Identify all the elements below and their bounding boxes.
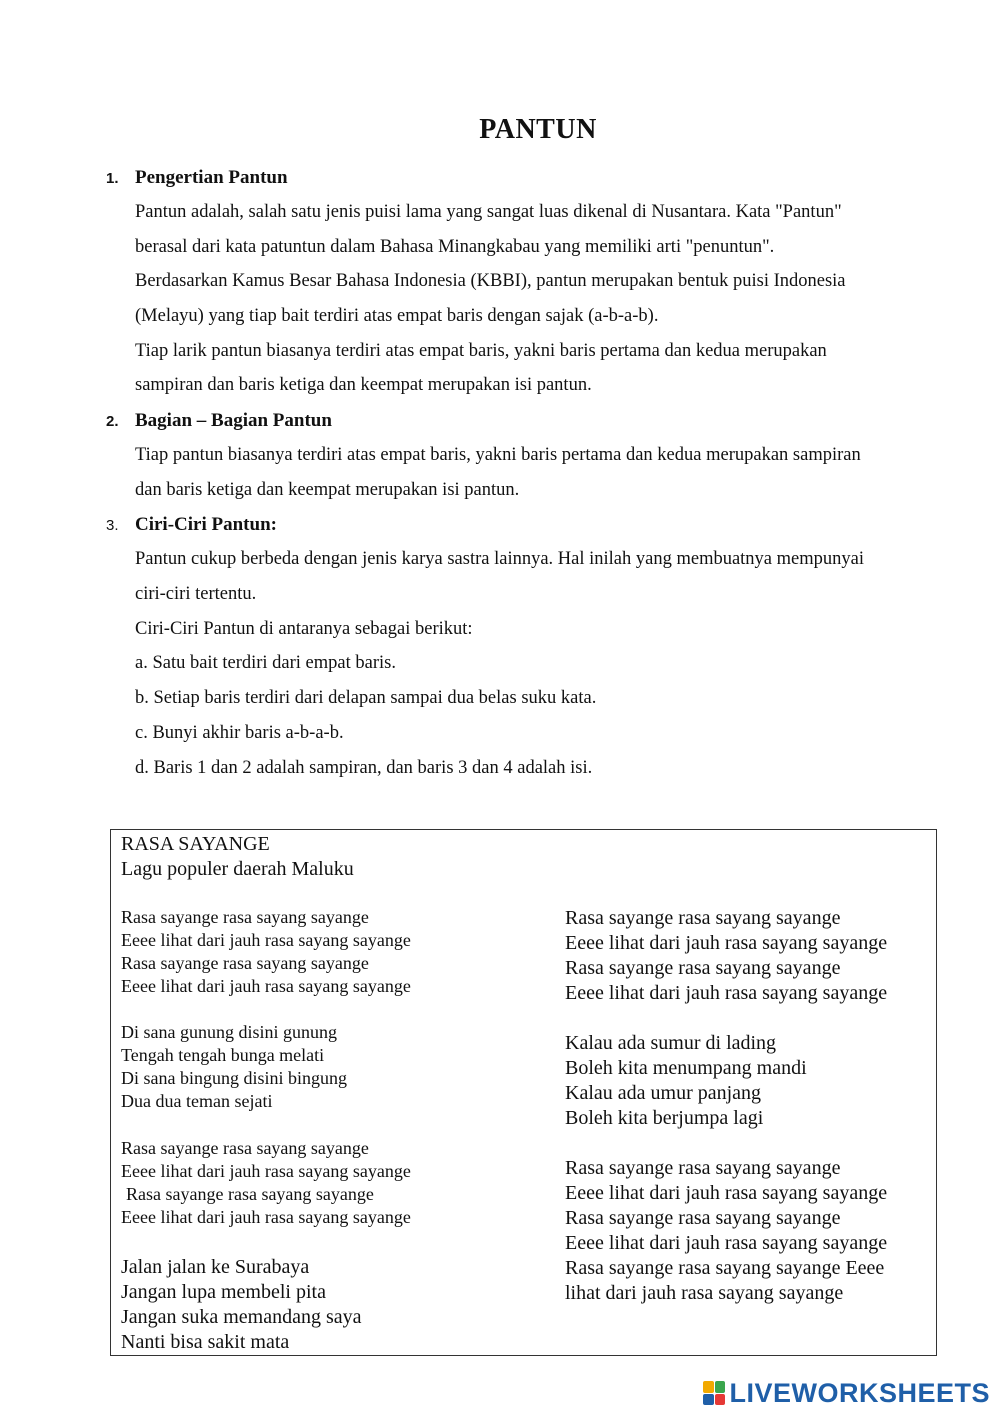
lyric-line-right: Rasa sayange rasa sayang sayange — [565, 907, 841, 929]
lyric-line-left: Nanti bisa sakit mata — [121, 1331, 290, 1353]
lyric-line-left: Eeee lihat dari jauh rasa sayang sayange — [121, 976, 411, 996]
section-2-heading — [106, 410, 332, 432]
lyric-line-left: Dua dua teman sejati — [121, 1091, 273, 1111]
lyric-line-right: Eeee lihat dari jauh rasa sayang sayange — [565, 932, 888, 954]
section-3-number: 3. — [106, 517, 119, 534]
page-title: PANTUN — [479, 114, 597, 145]
watermark-text: LIVEWORKSHEETS — [729, 1377, 990, 1408]
lyric-line-left: Eeee lihat dari jauh rasa sayang sayange — [121, 1207, 411, 1227]
section-3-list-item: c. Bunyi akhir baris a-b-a-b. — [135, 723, 344, 743]
section-2-line: Tiap pantun biasanya terdiri atas empat baris, yakni baris pertama dan kedua merupakan sampiran — [135, 445, 861, 465]
lyric-line-left: Jangan suka memandang saya — [121, 1306, 362, 1328]
lyric-line-left: Di sana gunung disini gunung — [121, 1022, 337, 1042]
section-3-heading — [106, 514, 277, 536]
liveworksheets-watermark — [703, 1378, 990, 1408]
section-3-title: Ciri-Ciri Pantun: — [135, 514, 277, 535]
logo-square — [703, 1381, 714, 1393]
logo-square — [703, 1394, 714, 1406]
section-3-line: Pantun cukup berbeda dengan jenis karya sastra lainnya. Hal inilah yang membuatnya mempunyai — [135, 549, 864, 569]
section-1-heading — [106, 167, 288, 189]
section-1-line: berasal dari kata patuntun dalam Bahasa Minangkabau yang memiliki arti "penuntun". — [135, 237, 775, 257]
lyric-line-left: Rasa sayange rasa sayang sayange — [121, 1138, 369, 1158]
section-1-line: (Melayu) yang tiap bait terdiri atas empat baris dengan sajak (a-b-a-b). — [135, 306, 659, 326]
lyric-line-right: Rasa sayange rasa sayang sayange — [565, 957, 841, 979]
logo-square — [715, 1394, 726, 1406]
lyric-line-right: Boleh kita menumpang mandi — [565, 1057, 807, 1079]
lyric-line-left: Tengah tengah bunga melati — [121, 1045, 325, 1065]
logo-square — [715, 1381, 726, 1393]
section-1-line: Pantun adalah, salah satu jenis puisi lama yang sangat luas dikenal di Nusantara. Kata "Pantun" — [135, 202, 842, 222]
lyric-line-left: Rasa sayange rasa sayang sayange — [121, 953, 369, 973]
lyric-line-right: Rasa sayange rasa sayang sayange Eeee — [565, 1257, 885, 1279]
lyric-line-right: Eeee lihat dari jauh rasa sayang sayange — [565, 1232, 888, 1254]
lyric-line-right: Kalau ada umur panjang — [565, 1082, 762, 1104]
lyric-line-right: Kalau ada sumur di lading — [565, 1032, 777, 1054]
section-2-title: Bagian – Bagian Pantun — [135, 410, 332, 431]
section-3-line: ciri-ciri tertentu. — [135, 584, 257, 604]
lyric-line-left: Eeee lihat dari jauh rasa sayang sayange — [121, 1161, 411, 1181]
song-title: RASA SAYANGE — [121, 833, 270, 855]
lyric-line-right: lihat dari jauh rasa sayang sayange — [565, 1282, 844, 1304]
lyric-line-left: Eeee lihat dari jauh rasa sayang sayange — [121, 930, 411, 950]
section-2-number: 2. — [106, 413, 119, 430]
section-3-list-item: b. Setiap baris terdiri dari delapan sampai dua belas suku kata. — [135, 688, 597, 708]
section-1-title: Pengertian Pantun — [135, 167, 288, 188]
liveworksheets-logo-icon — [703, 1381, 725, 1405]
lyric-line-left: Rasa sayange rasa sayang sayange — [121, 907, 369, 927]
section-1-line: Tiap larik pantun biasanya terdiri atas empat baris, yakni baris pertama dan kedua merupakan — [135, 341, 827, 361]
section-2-line: dan baris ketiga dan keempat merupakan isi pantun. — [135, 480, 520, 500]
section-1-line: Berdasarkan Kamus Besar Bahasa Indonesia (KBBI), pantun merupakan bentuk puisi Indonesia — [135, 271, 846, 291]
lyric-line-right: Eeee lihat dari jauh rasa sayang sayange — [565, 1182, 888, 1204]
lyric-line-right: Boleh kita berjumpa lagi — [565, 1107, 764, 1129]
lyric-line-left: Di sana bingung disini bingung — [121, 1068, 347, 1088]
section-1-line: sampiran dan baris ketiga dan keempat merupakan isi pantun. — [135, 375, 592, 395]
section-3-list-item: d. Baris 1 dan 2 adalah sampiran, dan baris 3 dan 4 adalah isi. — [135, 758, 593, 778]
lyrics-box — [110, 829, 937, 1356]
lyric-line-right: Eeee lihat dari jauh rasa sayang sayange — [565, 982, 888, 1004]
song-subtitle: Lagu populer daerah Maluku — [121, 858, 354, 880]
lyric-line-right: Rasa sayange rasa sayang sayange — [565, 1157, 841, 1179]
lyric-line-left: Rasa sayange rasa sayang sayange — [126, 1184, 374, 1204]
section-1-number: 1. — [106, 170, 119, 187]
lyric-line-left: Jangan lupa membeli pita — [121, 1281, 326, 1303]
lyric-line-left: Jalan jalan ke Surabaya — [121, 1256, 310, 1278]
section-3-list-item: a. Satu bait terdiri dari empat baris. — [135, 653, 396, 673]
section-3-line: Ciri-Ciri Pantun di antaranya sebagai berikut: — [135, 619, 473, 639]
lyric-line-right: Rasa sayange rasa sayang sayange — [565, 1207, 841, 1229]
